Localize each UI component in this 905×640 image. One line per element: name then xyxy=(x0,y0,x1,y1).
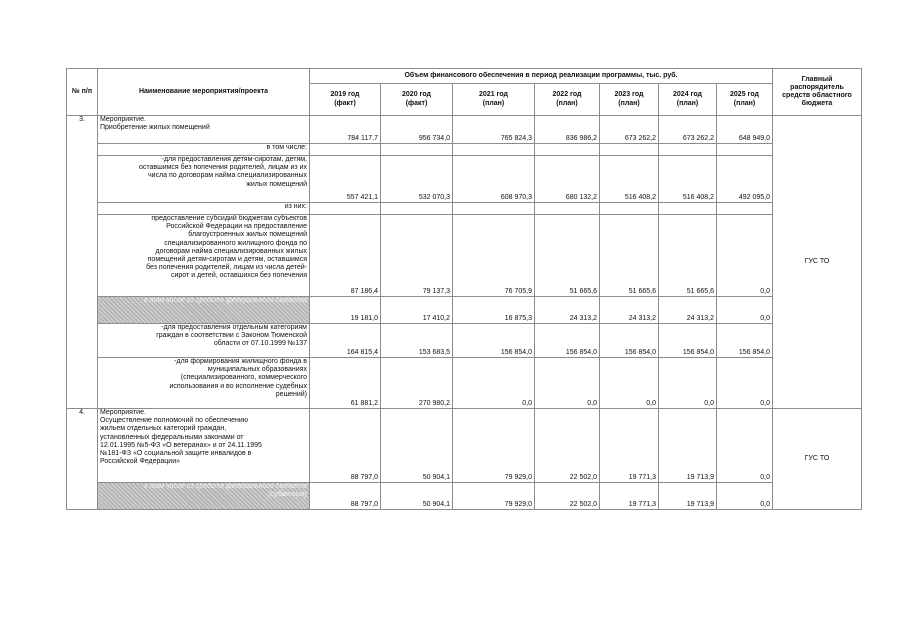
value-cell: 156 854,0 xyxy=(659,324,717,358)
row-name: Мероприятие. Приобретение жилых помещений xyxy=(98,116,310,144)
table-row xyxy=(67,324,862,358)
value-cell xyxy=(535,144,600,156)
value-cell: 270 980,2 xyxy=(381,358,453,409)
value-cell: 79 137,3 xyxy=(381,215,453,297)
value-cell: 765 824,3 xyxy=(453,116,535,144)
value-cell: 19 713,9 xyxy=(659,483,717,510)
value-cell: 0,0 xyxy=(659,358,717,409)
value-cell xyxy=(600,203,659,215)
financing-table xyxy=(66,68,862,510)
table-row xyxy=(67,203,862,215)
value-cell: 784 117,7 xyxy=(310,116,381,144)
value-cell: 836 986,2 xyxy=(535,116,600,144)
value-cell: 156 854,0 xyxy=(535,324,600,358)
row-number: 3. xyxy=(67,116,98,409)
table-row xyxy=(67,358,862,409)
value-cell: 156 854,0 xyxy=(453,324,535,358)
col-header-year: 2025 год (план) xyxy=(717,84,773,116)
value-cell: 16 875,3 xyxy=(453,297,535,324)
col-header-year: 2020 год (факт) xyxy=(381,84,453,116)
value-cell: 153 683,5 xyxy=(381,324,453,358)
row-name: в том числе: xyxy=(98,144,310,156)
value-cell: 88 797,0 xyxy=(310,409,381,483)
value-cell: 673 262,2 xyxy=(600,116,659,144)
value-cell: 516 408,2 xyxy=(659,156,717,203)
value-cell xyxy=(453,203,535,215)
value-cell: 61 881,2 xyxy=(310,358,381,409)
value-cell: 608 970,3 xyxy=(453,156,535,203)
table-row xyxy=(67,409,862,483)
col-header-year: 2022 год (план) xyxy=(535,84,600,116)
value-cell: 557 421,1 xyxy=(310,156,381,203)
value-cell: 680 132,2 xyxy=(535,156,600,203)
col-header-volume: Объем финансового обеспечения в период реализации программы, тыс. руб. xyxy=(310,69,773,84)
value-cell xyxy=(659,144,717,156)
table-row xyxy=(67,297,862,324)
value-cell xyxy=(535,203,600,215)
value-cell: 516 408,2 xyxy=(600,156,659,203)
value-cell: 164 815,4 xyxy=(310,324,381,358)
row-name: -для формирования жилищного фонда в муниципальных образованиях (специализированного, коммерческого использования и во исполнение судебных решений) xyxy=(98,358,310,409)
row-number: 4. xyxy=(67,409,98,510)
value-cell xyxy=(717,144,773,156)
federal-budget-label: в том числе из средств федерального бюджета (субвенция) xyxy=(98,483,310,510)
value-cell: 0,0 xyxy=(600,358,659,409)
value-cell xyxy=(659,203,717,215)
value-cell: 0,0 xyxy=(535,358,600,409)
col-header-name: Наименование мероприятия/проекта xyxy=(98,69,310,116)
value-cell: 19 771,3 xyxy=(600,409,659,483)
table-row xyxy=(67,156,862,203)
value-cell xyxy=(600,144,659,156)
row-name: предоставление субсидий бюджетам субъектов Российской Федерации на предоставление благоустроенных жилых помещений специализированного жилищного фонда по договорам найма специализированных жилых помещений детям-сиротам и детям, оставшимся без попечения родителей, лицам из числа детей- сирот и детей, оставшихся без попечения xyxy=(98,215,310,297)
value-cell: 88 797,0 xyxy=(310,483,381,510)
value-cell: 51 665,6 xyxy=(600,215,659,297)
value-cell: 24 313,2 xyxy=(535,297,600,324)
value-cell: 0,0 xyxy=(717,358,773,409)
value-cell: 673 262,2 xyxy=(659,116,717,144)
value-cell xyxy=(381,203,453,215)
value-cell: 76 705,9 xyxy=(453,215,535,297)
value-cell: 87 186,4 xyxy=(310,215,381,297)
row-name: -для предоставления детям-сиротам, детям, оставшимся без попечения родителей, лицам из их числа по договорам найма специализированных жилых помещений xyxy=(98,156,310,203)
table-row xyxy=(67,215,862,297)
value-cell: 0,0 xyxy=(453,358,535,409)
value-cell xyxy=(717,203,773,215)
row-name: из них: xyxy=(98,203,310,215)
value-cell xyxy=(453,144,535,156)
value-cell: 50 904,1 xyxy=(381,483,453,510)
value-cell: 0,0 xyxy=(717,215,773,297)
value-cell: 19 713,9 xyxy=(659,409,717,483)
value-cell: 22 502,0 xyxy=(535,409,600,483)
col-header-year: 2024 год (план) xyxy=(659,84,717,116)
value-cell: 0,0 xyxy=(717,297,773,324)
table-row xyxy=(67,483,862,510)
value-cell: 19 181,0 xyxy=(310,297,381,324)
col-header-year: 2019 год (факт) xyxy=(310,84,381,116)
federal-budget-label: в том числе из средств федерального бюджета xyxy=(98,297,310,324)
value-cell xyxy=(310,144,381,156)
value-cell: 956 734,0 xyxy=(381,116,453,144)
value-cell: 79 929,0 xyxy=(453,483,535,510)
value-cell: 24 313,2 xyxy=(659,297,717,324)
value-cell: 648 949,0 xyxy=(717,116,773,144)
value-cell: 50 904,1 xyxy=(381,409,453,483)
col-header-manager: Главный распорядитель средств областного бюджета xyxy=(773,69,862,116)
value-cell: 51 665,6 xyxy=(535,215,600,297)
col-header-num: № п/п xyxy=(67,69,98,116)
value-cell: 492 095,0 xyxy=(717,156,773,203)
value-cell: 0,0 xyxy=(717,409,773,483)
value-cell: 22 502,0 xyxy=(535,483,600,510)
value-cell: 79 929,0 xyxy=(453,409,535,483)
table-row xyxy=(67,144,862,156)
col-header-year: 2021 год (план) xyxy=(453,84,535,116)
table-row xyxy=(67,116,862,144)
value-cell: 24 313,2 xyxy=(600,297,659,324)
row-name: -для предоставления отдельным категориям граждан в соответствии с Законом Тюменской области от 07.10.1999 №137 xyxy=(98,324,310,358)
budget-manager-cell: ГУС ТО xyxy=(773,116,862,409)
value-cell: 51 665,6 xyxy=(659,215,717,297)
value-cell xyxy=(310,203,381,215)
row-name: Мероприятие. Осуществление полномочий по обеспечению жильем отдельных категорий граждан, установленных федеральными законами от 12.01.1995 №5-ФЗ «О ветеранах» и от 24.11.1995 №181-ФЗ «О социальной защите инвалидов в Российской Федерации» xyxy=(98,409,310,483)
value-cell: 532 070,3 xyxy=(381,156,453,203)
value-cell: 19 771,3 xyxy=(600,483,659,510)
value-cell xyxy=(381,144,453,156)
col-header-year: 2023 год (план) xyxy=(600,84,659,116)
value-cell: 156 854,0 xyxy=(717,324,773,358)
value-cell: 0,0 xyxy=(717,483,773,510)
value-cell: 17 410,2 xyxy=(381,297,453,324)
value-cell: 156 854,0 xyxy=(600,324,659,358)
budget-manager-cell: ГУС ТО xyxy=(773,409,862,510)
